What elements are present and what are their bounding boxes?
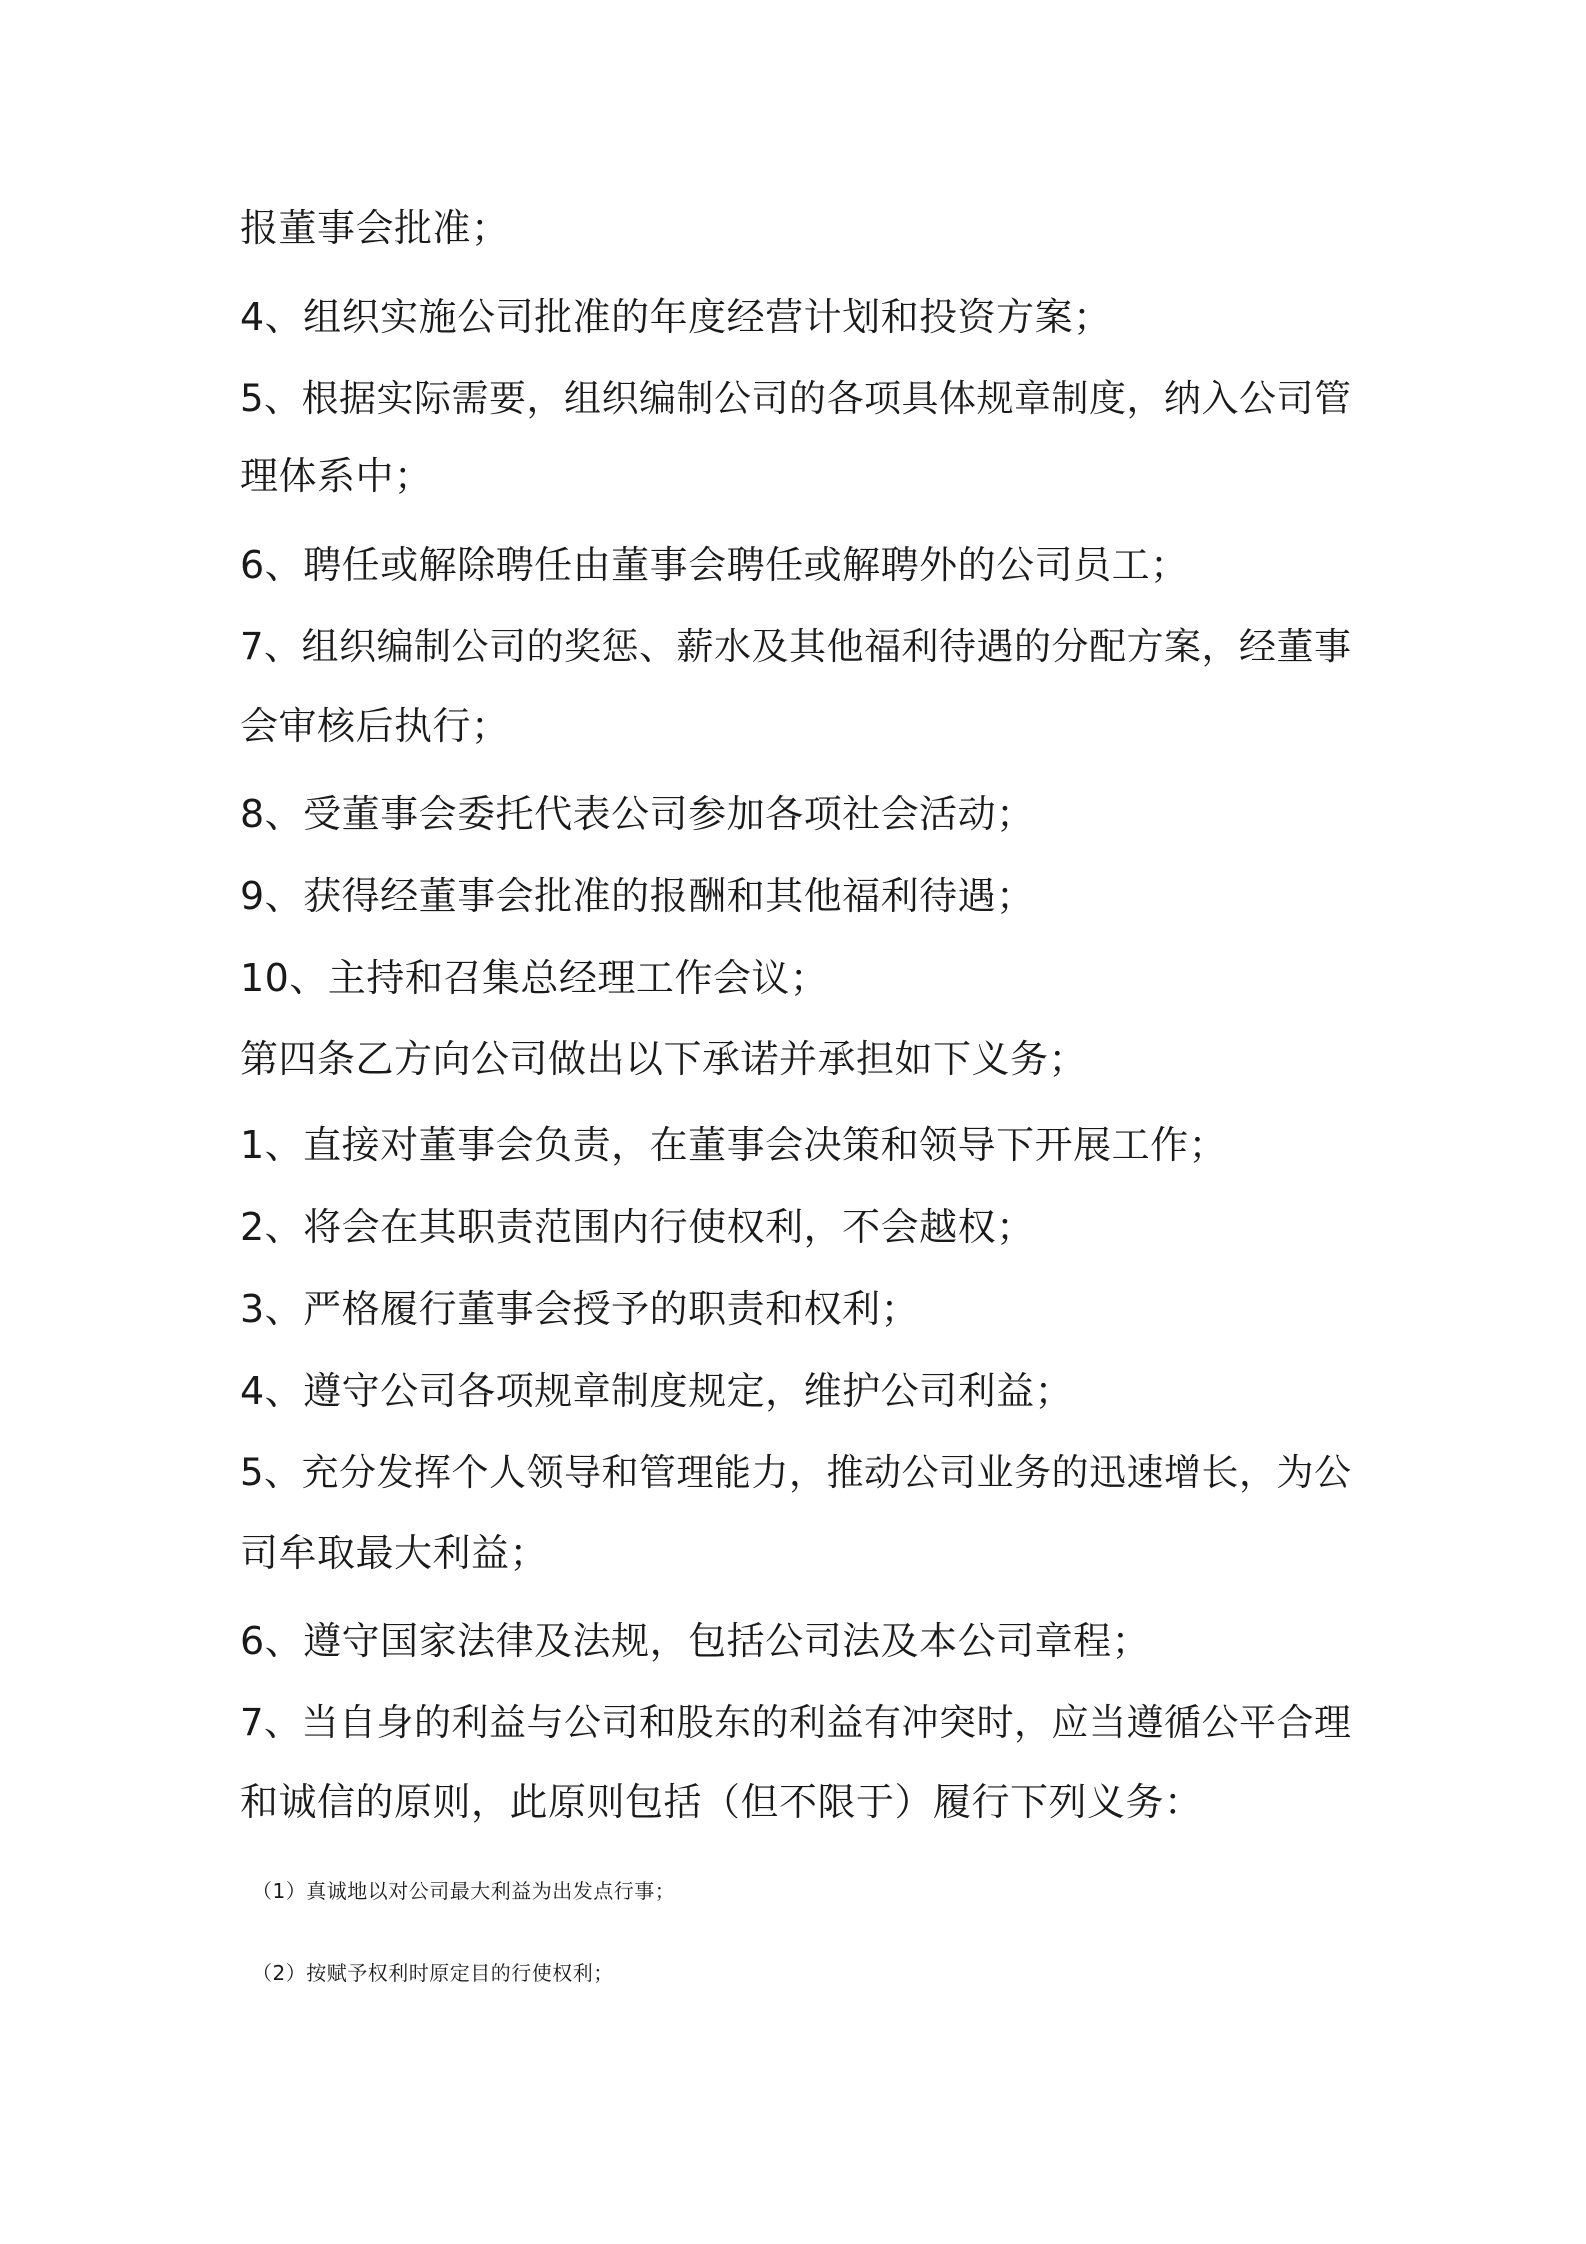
- text-line: 5、充分发挥个人领导和管理能力，推动公司业务的迅速增长，为公: [240, 1451, 1352, 1494]
- text-line: 和诚信的原则，此原则包括（但不限于）履行下列义务：: [240, 1780, 1203, 1824]
- text-line: 6、聘任或解除聘任由董事会聘任或解聘外的公司员工；: [240, 543, 1189, 587]
- text-line: 4、组织实施公司批准的年度经营计划和投资方案；: [240, 295, 1112, 339]
- text-line: （2）按赋予权利时原定目的行使权利；: [252, 1961, 614, 1985]
- text-line: 2、将会在其职责范围内行使权利，不会越权；: [240, 1205, 1035, 1249]
- text-line: 1、直接对董事会负责，在董事会决策和领导下开展工作；: [240, 1123, 1228, 1167]
- text-line: 9、获得经董事会批准的报酬和其他福利待遇；: [240, 874, 1035, 918]
- text-line: 理体系中；: [240, 454, 433, 498]
- text-line: 报董事会批准；: [240, 206, 510, 250]
- text-line: 会审核后执行；: [240, 704, 510, 748]
- section-heading: 第四条乙方向公司做出以下承诺并承担如下义务；: [240, 1037, 1088, 1081]
- text-line: 5、根据实际需要，组织编制公司的各项具体规章制度，纳入公司管: [240, 377, 1352, 420]
- text-line: 7、组织编制公司的奖惩、薪水及其他福利待遇的分配方案，经董事: [240, 625, 1352, 668]
- text-line: 7、当自身的利益与公司和股东的利益有冲突时，应当遵循公平合理: [240, 1701, 1352, 1744]
- text-line: 6、遵守国家法律及法规，包括公司法及本公司章程；: [240, 1619, 1151, 1663]
- text-line: 司牟取最大利益；: [240, 1531, 549, 1575]
- text-line: 8、受董事会委托代表公司参加各项社会活动；: [240, 792, 1035, 836]
- text-line: 3、严格履行董事会授予的职责和权利；: [240, 1287, 920, 1331]
- text-line: （1）真诚地以对公司最大利益为出发点行事；: [252, 1879, 676, 1903]
- text-line: 10、主持和召集总经理工作会议；: [240, 956, 829, 1000]
- text-line: 4、遵守公司各项规章制度规定，维护公司利益；: [240, 1369, 1074, 1413]
